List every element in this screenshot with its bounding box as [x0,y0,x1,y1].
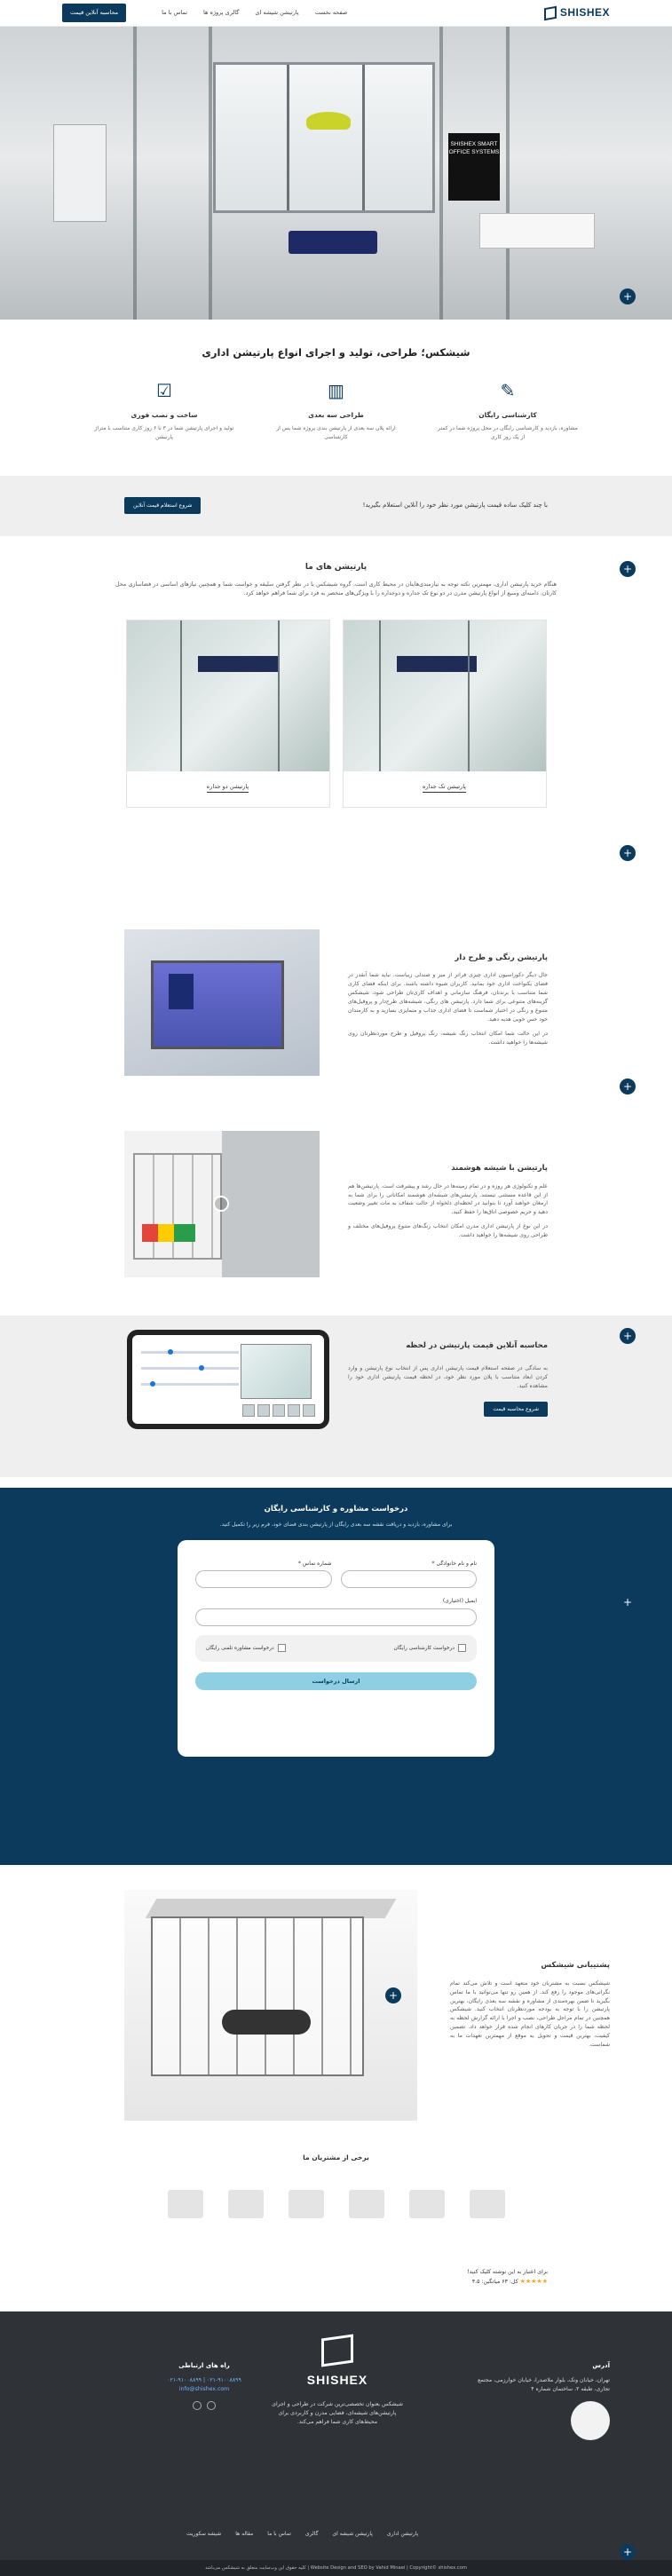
instagram-icon[interactable] [207,2401,216,2410]
footer-link[interactable]: پارتیشن اداری [386,2530,419,2537]
feature-list [0,360,672,441]
colored-partition-photo [124,929,320,1076]
footer-address [477,2361,610,2440]
rating-question[interactable]: برای اعتبار به این نوشته کلیک کنید! [467,2268,548,2275]
card-label[interactable]: پارتیشن دو جداره [207,783,249,793]
plus-icon[interactable]: + [620,2544,636,2560]
footer-link[interactable]: گالری [304,2530,319,2537]
customers-title: برخی از مشتریان ما [303,2153,369,2161]
partitions-lead: هنگام خرید پارتیشن اداری، مهمترین نکته توجه به نیازمندی‌هایتان در محیط کاری است. گروه شیشکس با در نظر گرفتن سلیقه و خواست شما و همچنین نیازهای اساسی در فضاسازی محل کارتان، دامنه‌ای وسیع از انواع پارتیشن مدرن در دو نوع تک جداره و دوجداره را با ویژگی‌های منحصر به فرد برای شما فراهم خواهد کرد. [115,581,557,597]
address-text: تهران، خیابان ونک، بلوار ملاصدرا، خیابان خوارزمی، مجتمع تجاری، طبقه ۲، ساختمان شماره ۴ [478,2376,610,2392]
footer-link[interactable]: شیشه سکوریت [186,2530,222,2537]
contact-title: راه های ارتباطی [178,2361,230,2369]
whatsapp-icon[interactable] [193,2401,202,2410]
email-label: ایمیل (اختیاری) [442,1598,477,1605]
feature-title: طراحی سه بعدی [308,411,364,420]
consult-title: درخواست مشاوره و کارشناسی رایگان [264,1504,408,1513]
site-footer [0,2311,672,2576]
colored-title: پارتیشن رنگی و طرح دار [455,952,548,962]
footer-contact [155,2361,253,2410]
consult-form [178,1540,494,1757]
partition-photo [344,620,546,771]
copyright: Website Design and SEO by Vahid Minaei | Copyright© shishex.com | کلیه حقوق این وب‌سایت متعلق به شیشکس می‌باشد [0,2560,672,2576]
customer-logo [289,2190,324,2218]
desk-graphic [479,213,595,249]
footer-link[interactable]: مقاله ها [235,2530,254,2537]
lamp-graphic [306,112,351,130]
menu-item-glass-partition[interactable]: پارتیشن شیشه ای [255,9,299,17]
free-phone-consult-checkbox[interactable]: درخواست مشاوره تلفنی رایگان [206,1644,286,1653]
footer-about: شیشکس بعنوان تخصصی‌ترین شرکت در طراحی و اجرای پارتیشن‌های شیشه‌ای، فضایی مدرن و کاربردی برای محیط‌های کاری شما فراهم می‌کند. [272,2400,403,2425]
feature-title: کارشناسی رایگان [478,411,537,420]
menu-item-contact[interactable]: تماس با ما [162,9,188,17]
footer-logo [284,2336,391,2390]
smart-p2: در این نوع از پارتیشن اداری مدرن امکان انتخاب رنگ‌های متنوع پروفیل‌های مختلف و طراحی روی شیشه‌ها را خواهید داشت. [348,1223,548,1239]
colored-p2: در این حالت شما امکان انتخاب رنگ شیشه، رنگ پروفیل و طرح موردنظرتان روی شیشه‌ها را خواهید داشت. [348,1030,548,1046]
hero-sign: SHISHEX SMART OFFICE SYSTEMS [448,133,500,201]
shelf-graphic [53,124,107,222]
request-options [195,1635,477,1662]
hero-image [0,27,672,320]
plus-icon[interactable]: + [622,1595,633,1608]
card-label[interactable]: پارتیشن تک جداره [423,783,466,793]
submit-request-button[interactable]: ارسال درخواست [195,1672,477,1690]
smart-title: پارتیشن با شیشه هوشمند [451,1164,548,1173]
online-price-button[interactable]: محاسبه آنلاین قیمت [62,4,126,21]
main-menu [162,8,347,17]
partition-cards [0,620,672,808]
start-price-inquiry-button[interactable]: شروع استعلام قیمت آنلاین [124,497,201,515]
enamad-badge-icon[interactable] [571,2401,610,2440]
menu-item-home[interactable]: صفحه نخست [314,9,348,17]
customer-logo [409,2190,445,2218]
partition-card-double[interactable] [126,620,330,808]
customer-logo [228,2190,264,2218]
name-field[interactable] [341,1570,478,1588]
support-section [0,1881,672,2130]
colored-p1: حال دیگر دکوراسیون اداری چیزی فراتر از میز و صندلی زیباست. نباید شما آنقدر در فضای یکنواخت اداری خود بمانید. کاربران شیوه داشته باشند. برای اینکه فضای کاری شما متناسب با برندتان، فرهنگ سازمانی و اهداف کاری‌تان طراحی شود، شیشکس گزینه‌های متنوعی برای شما دارد. پارتیشن های رنگی، شیشه‌های طرح‌دار و پروفیل‌های متنوع و رنگی در اختیار شماست تا فضای اداری جذاب و متمایزی بسازید و به کارمندان خود حس خوبی هدیه دهید. [348,972,548,1023]
cta-text: با چند کلیک ساده قیمت پارتیشن مورد نظر خود را آنلاین استعلام بگیرید! [362,501,548,509]
intro-section [0,320,672,460]
phone-label: شماره تماس * [298,1560,332,1567]
logo-text: SHISHEX [559,5,610,19]
feature-item [265,378,407,441]
calculator-screenshot [127,1330,329,1429]
feature-item [93,378,235,441]
customer-logos [0,2190,672,2218]
support-title: پشتیبانی شیشکس [541,1961,610,1971]
map-icon: ▥ [328,380,344,402]
calc-text: به سادگی در صفحه استعلام قیمت پارتیشن اداری پس از انتخاب نوع پارتیشن و وارد کردن ابعاد متناسب با پلان مورد نظر خود، در لحظه قیمت پارتیشن اداری خود را مشاهده کنید. [348,1365,548,1390]
check-square-icon: ☑ [156,380,172,402]
logo-icon [544,5,557,20]
feature-item [437,378,579,441]
support-text: شیشکس نسبت به مشتریان خود متعهد است و تلاش می‌کند تمام نگرانی‌های موجود را رفع کند. از همین رو تنها می‌توانید با ما تماس بگیرید تا ضمن بهره‌مندی از مشاوره و نقشه سه بعدی رایگان، بهترین پارتیشن را با توجه به بودجه موردنظرتان انتخاب کنید. شیشکس همچنین در تمام مراحل طراحی، نصب و اجرا با ارائه گزارش لحظه به لحظه شما را در جریان کارهای انجام شده قرار خواهد داد. تضمین کیفیت، بهترین قیمت و تحویل به موقع از مهمترین تعهدات ما به شماست. [450,1979,610,2049]
customer-logo [470,2190,505,2218]
name-label: نام و نام خانوادگی * [431,1560,477,1567]
partition-card-single[interactable] [343,620,547,808]
plus-icon[interactable]: + [385,1987,401,2003]
footer-logo-text: SHISHEX [306,2372,368,2387]
partitions-section [0,561,672,894]
site-logo[interactable] [544,4,610,21]
plus-icon[interactable]: + [620,1079,636,1094]
feature-text: تولید و اجرای پارتیشن شما در ۳ تا ۶ روز کاری متناسب با متراژ پارتیشن [94,425,234,440]
plus-icon[interactable]: + [620,288,636,304]
customers-section [0,2153,672,2287]
phone-numbers[interactable]: ۰۲۱-۹۱۰۰۸۸۹۹ | ۰۲۱-۹۱۰۰۸۸۹۹ [167,2376,241,2383]
consult-subtitle: برای مشاوره، بازدید و دریافت نقشه سه بعدی رایگان از پارتیشن بندی فضای خود، فرم زیر را تکمیل کنید. [219,1521,453,1529]
edit-icon: ✎ [500,380,516,402]
online-calc-section [0,1316,672,1477]
footer-nav [186,2530,418,2539]
partitions-title: پارتیشن های ما [304,562,368,572]
price-cta-band [0,476,672,536]
footer-email[interactable]: info@shishex.com [178,2385,230,2392]
plus-icon[interactable]: + [620,1328,636,1344]
address-title: آدرس [592,2361,610,2369]
colored-partition-section [0,921,672,1093]
partition-photo [127,620,329,771]
star-rating-icon[interactable]: ★★★★★ [519,2277,548,2285]
customer-logo [168,2190,203,2218]
rating-summary: کل: ۶۳ میانگین: ۴.۵ [471,2278,518,2285]
rating-widget [0,2218,672,2287]
smart-glass-photo [124,1131,320,1277]
consult-section [0,1488,672,1865]
feature-title: ساخت و نصب فوری [130,411,198,420]
compare-slider-handle[interactable] [213,1196,229,1212]
footer-link[interactable]: پارتیشن شیشه ای [332,2530,373,2537]
menu-item-gallery[interactable]: گالری پروژه ها [203,9,240,17]
phone-field[interactable] [195,1570,332,1588]
site-header [0,0,672,27]
sofa-graphic [289,231,377,254]
start-calc-button[interactable]: شروع محاسبه قیمت [484,1402,548,1417]
smart-p1: علم و تکنولوژی هر روزه و در تمام زمینه‌ها در حال رشد و پیشرفت است. پارتیشن‌ها هم از این قاعده مستثنی نیستند. پارتیشن‌های شیشه‌ای هوشمند امکاناتی را برای شما به ارمغان خواهند آورد تا بتوانید در لحظه‌ای دلخواه از حالت شفاف به مات تغییر وضعیت دهید و حریم خصوصی اتاق‌ها را حفظ کنید. [348,1182,548,1216]
plus-icon[interactable]: + [620,561,636,577]
footer-link[interactable]: تماس با ما [267,2530,291,2537]
3d-office-render [124,1890,417,2121]
feature-text: ارائه پلان سه بعدی از پارتیشن بندی پروژه شما پس از کارشناسی [276,425,396,440]
smart-glass-section [0,1129,672,1280]
plus-icon[interactable]: + [620,845,636,861]
free-inspection-checkbox[interactable]: درخواست کارشناسی رایگان [394,1644,466,1653]
feature-text: مشاوره، بازدید و کارشناسی رایگان در محل پروژه شما در کمتر از یک روز کاری [438,425,578,440]
intro-title: شیشکس؛ طراحی، تولید و اجرای انواع پارتیشن اداری [202,346,470,359]
glass-room-graphic [213,62,435,213]
logo-icon [321,2334,353,2367]
calc-title: محاسبه آنلاین قیمت پارتیشن در لحظه [406,1340,548,1350]
email-field[interactable] [195,1608,477,1626]
customer-logo [349,2190,384,2218]
